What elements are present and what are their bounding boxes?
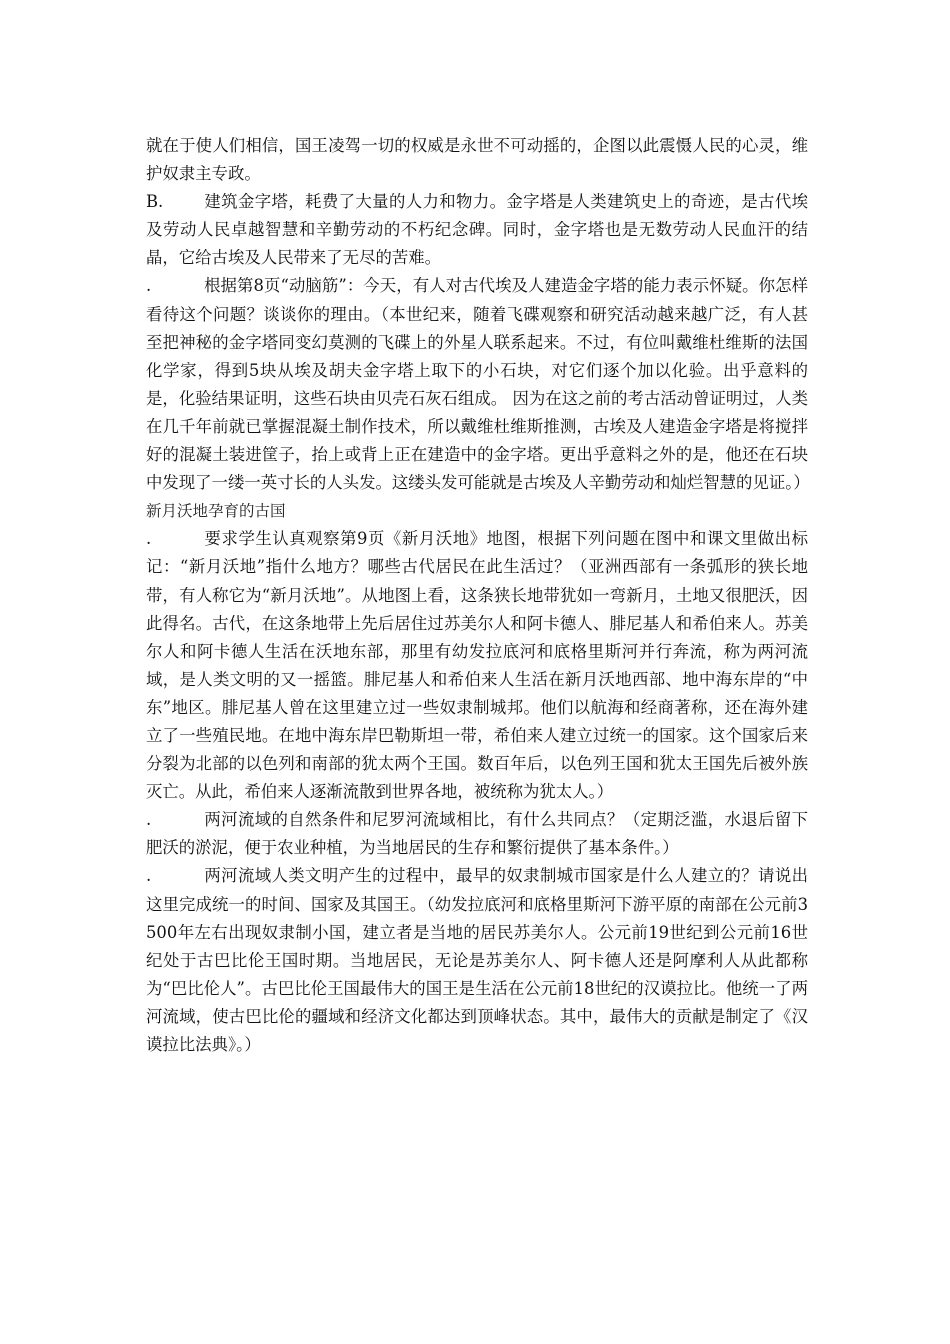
list-marker: . [146, 276, 152, 296]
paragraph-pyramid-question [146, 272, 808, 497]
list-marker: . [146, 529, 152, 549]
paragraph-text: 就在于使人们相信，国王凌驾一切的权威是永世不可动摇的，企图以此震慑人民的心灵，维护奴隶主专政。 [146, 136, 808, 184]
section-heading: 新月沃地孕育的古国 [146, 502, 286, 521]
question-text: 两河流域人类文明产生的过程中，最早的奴隶制城市国家是什么人建立的？请说出这里完成统一的时间、国家及其国王。（幼发拉底河和底格里斯河下游平原的南部在公元前3500年左右出现奴隶制小国，建立者是当地的居民苏美尔人。公元前19世纪到公元前16世纪处于古巴比伦王国时期。当地居民，无论是苏美尔人、阿卡德人还是阿摩利人从此都称为“巴比伦人”。古巴比伦王国最伟大的国王是生活在公元前18世纪的汉谟拉比。他统一了两河流域，使古巴比伦的疆域和经济文化都达到顶峰状态。其中，最伟大的贡献是制定了《汉谟拉比法典》。） [146, 866, 808, 1054]
document-page [146, 132, 808, 1059]
list-marker: . [146, 866, 152, 886]
paragraph-text: 根据第8页“动脑筋”：今天，有人对古代埃及人建造金字塔的能力表示怀疑。你怎样看待这个问题？谈谈你的理由。（本世纪来，随着飞碟观察和研究活动越来越广泛，有人甚至把神秘的金字塔同变幻莫测的飞碟上的外星人联系起来。不过，有位叫戴维杜维斯的法国化学家，得到5块从埃及胡夫金字塔上取下的小石块，对它们逐个加以化验。出乎意料的是，化验结果证明，这些石块由贝壳石灰石组成。 因为在这之前的考古活动曾证明过，人类在几千年前就已掌握混凝土制作技术，所以戴维杜维斯推测，古埃及人建造金字塔是将搅拌好的混凝土装进筐子，抬上或背上正在建造中的金字塔。更出乎意料之外的是，他还在石块中发现了一缕一英寸长的人头发。这缕头发可能就是古埃及人辛勤劳动和灿烂智慧的见证。） [146, 276, 810, 493]
list-marker: . [146, 810, 152, 830]
question-fertile-crescent [146, 525, 808, 806]
paragraph-b [146, 188, 808, 272]
question-text: 要求学生认真观察第9页《新月沃地》地图，根据下列问题在图中和课文里做出标记：“新月沃地”指什么地方？哪些古代居民在此生活过？（亚洲西部有一条弧形的狭长地带，有人称它为“新月沃地”。从地图上看，这条狭长地带犹如一弯新月，土地又很肥沃，因此得名。古代，在这条地带上先后居住过苏美尔人和阿卡德人、腓尼基人和希伯来人。苏美尔人和阿卡德人生活在沃地东部，那里有幼发拉底河和底格里斯河并行奔流，称为两河流域，是人类文明的又一摇篮。腓尼基人和希伯来人生活在新月沃地西部、地中海东岸的“中东”地区。腓尼基人曾在这里建立过一些奴隶制城邦。他们以航海和经商著称，还在海外建立了一些殖民地。在地中海东岸巴勒斯坦一带，希伯来人建立过统一的国家。这个国家后来分裂为北部的以色列和南部的犹太两个王国。数百年后，以色列王国和犹太王国先后被外族灭亡。从此，希伯来人逐渐流散到世界各地，被统称为犹太人。） [146, 529, 808, 802]
list-marker: B. [146, 192, 164, 212]
question-natural-conditions [146, 806, 808, 862]
paragraph-text: 建筑金字塔，耗费了大量的人力和物力。金字塔是人类建筑史上的奇迹，是古代埃及劳动人民卓越智慧和辛勤劳动的不朽纪念碑。同时，金字塔也是无数劳动人民血汗的结晶，它给古埃及人民带来了无尽的苦难。 [146, 192, 808, 268]
paragraph-continuation [146, 132, 808, 188]
question-text: 两河流域的自然条件和尼罗河流域相比，有什么共同点？（定期泛滥，水退后留下肥沃的淤泥，便于农业种植，为当地居民的生存和繁衍提供了基本条件。） [146, 810, 808, 858]
question-city-states [146, 862, 808, 1059]
